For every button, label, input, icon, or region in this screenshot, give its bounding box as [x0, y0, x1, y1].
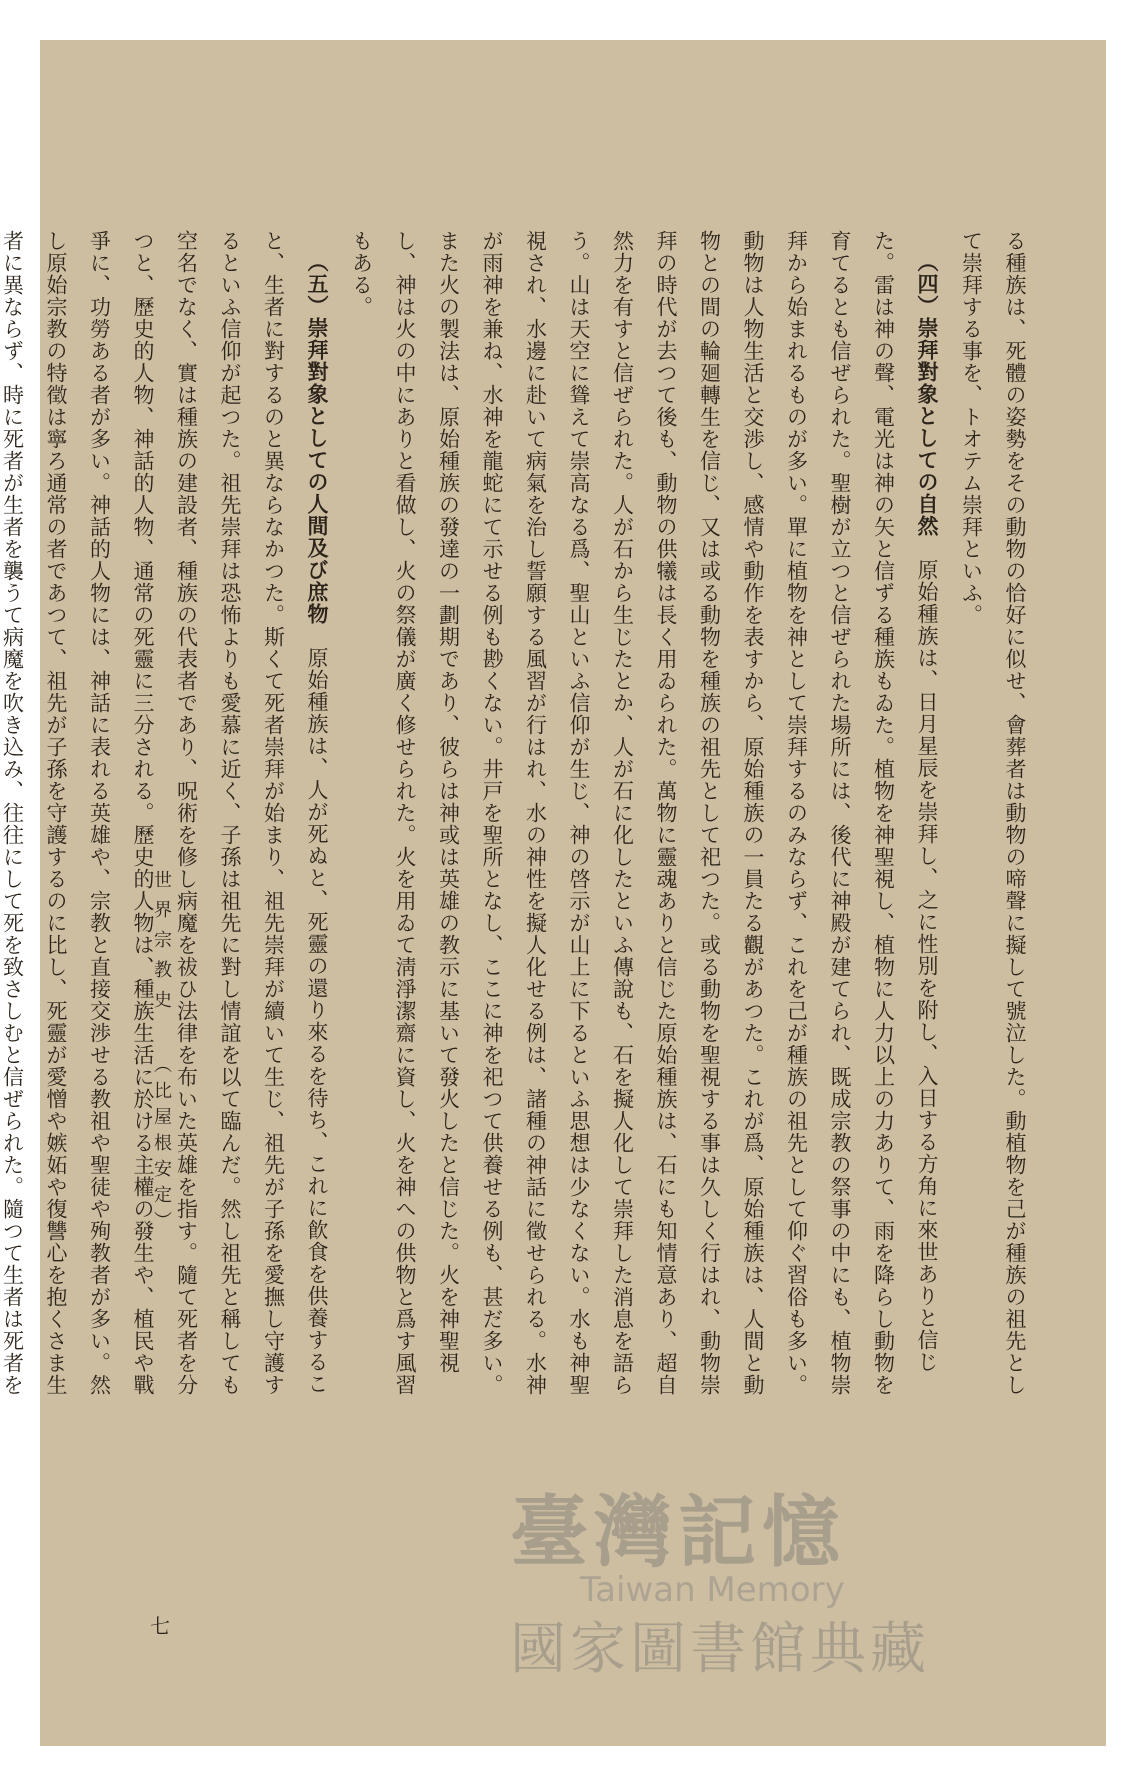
watermark-top-text: 臺灣記憶: [510, 1487, 847, 1578]
section-four: [339, 230, 949, 1415]
running-title: 世界宗教史: [151, 870, 172, 1020]
section-body: 原始種族は、日月星辰を崇拜し、之に性別を附し、入日する方角に來世ありと信じた。雷は神の聲、電光は神の矢と信ずる種族もゐた。植物を神聖視し、植物に人力以上の力ありて、雨を降らし動物を育てるとも信ぜられた。聖樹が立つと信ぜられた場所には、後代に神殿が建てられ、既成宗教の祭事の中にも、植物崇拜から始まれるものが多い。單に植物を神として崇拜するのみならず、これを己が種族の祖先として仰ぐ習俗も多い。動物は人物生活と交渉し、感情や動作を表すから、原始種族の一員たる觀があつた。これが爲、原始種族は、人間と動物との間の輪廻轉生を信じ、又は或る動物を種族の祖先として祀つた。或る動物を聖視する事は久しく行はれ、動物崇拜の時代が去つて後も、動物の供犧は長く用ゐられた。萬物に靈魂ありと信じた原始種族は、石にも知情意あり、超自然力を有すと信ぜられた。人が石から生じたとか、人が石に化したといふ傳說も、石を擬人化して崇拜した消息を語らう。山は天空に聳えて崇高なる爲、聖山といふ信仰が生じ、神の啓示が山上に下るといふ思想は少なくない。水も神聖視され、水邊に赴いて病氣を治し誓願する風習が行はれ、水の神性を擬人化せる例は、諸種の神話に徵せられる。水神が雨神を兼ね、水神を龍蛇にて示せる例も尠くない。井戸を聖所となし、ここに神を祀つて供養せる例も、甚だ多い。また火の製法は、原始種族の發達の一劃期であり、彼らは神或は英雄の教示に基いて發火したと信じた。火を神聖視し、神は火の中にありと看做し、火の祭儀が廣く修せられた。火を用ゐて淸淨潔齋に資し、火を神への供物と爲す風習もある。: [349, 230, 939, 1396]
watermark-english-text: Taiwan Memory: [580, 1570, 845, 1610]
section-body: 原始種族は、人が死ぬと、死靈の還り來るを待ち、これに飮食を供養すること、生者に對するのと異ならなかつた。斯くて死者崇拜が始まり、祖先崇拜が續いて生じ、祖先が子孫を愛撫し守護するといふ信仰が起つた。祖先崇拜は恐怖よりも愛慕に近く、子孫は祖先に對し情誼を以て臨んだ。然し祖先と稱しても空名でなく、實は種族の建設者、種族の代表者であり、呪術を修し病魔を祓ひ法律を布いた英雄を指す。隨て死者を分つと、歷史的人物、神話的人物、通常の死靈に三分される。歷史的人物は、種族生活に於ける主權の發生や、植民や戰爭に、功勞ある者が多い。神話的人物には、神話に表れる英雄や、宗教と直接交渉せる教祖や聖徒や殉教者が多い。然し原始宗教の特徵は寧ろ通常の者であつて、祖先が子孫を守護するのに比し、死靈が愛憎や嫉妬や復讐心を抱くさま生者に異ならず、時に死者が生者を襲うて病魔を吹き込み、往往にして死を致さしむと信ぜられた。隨つて生者は死者を: [0, 230, 329, 1396]
section-heading: （五）崇拜對象としての人間及び庶物: [305, 251, 330, 625]
section-heading: （四）崇拜對象としての自然: [915, 251, 940, 537]
paragraph-continuation: る種族は、死體の姿勢をその動物の恰好に似せ、會葬者は動物の啼聲に擬して號泣した。動植物を己が種族の祖先として崇拜する事を、トオテム崇拜といふ。: [959, 230, 1027, 1396]
library-watermark: [510, 1470, 1030, 1680]
body-text: [0, 230, 1036, 1415]
page-number: 七: [150, 1614, 170, 1638]
running-author: （比屋根安定）: [151, 1055, 172, 1237]
watermark-bottom-text: 國家圖書館典藏: [510, 1617, 930, 1682]
section-five: [0, 230, 339, 1415]
book-page: [0, 40, 1106, 1746]
